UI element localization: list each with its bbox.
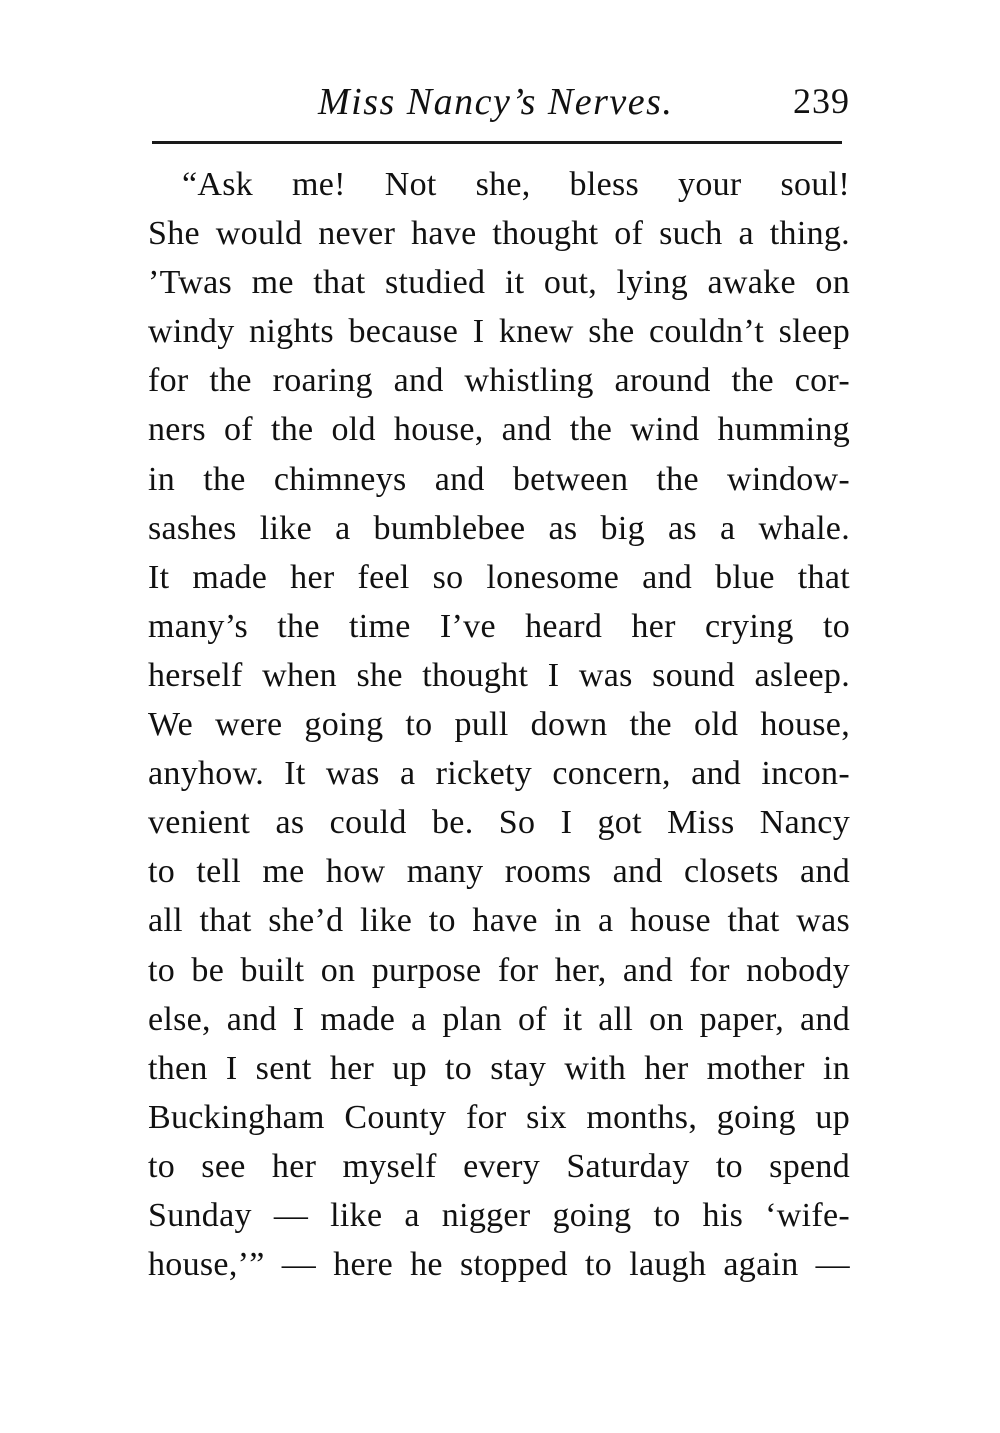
text-line: sashes like a bumblebee as big as a whale.: [148, 509, 850, 547]
text-line: all that she’d like to have in a house that was: [148, 902, 850, 940]
text-line: house,’” — here he stopped to laugh again —: [148, 1246, 850, 1284]
body-text: [148, 160, 850, 1289]
page-number: 239: [793, 81, 850, 121]
text-line: in the chimneys and between the window-: [148, 460, 850, 498]
text-line: “Ask me! Not she, bless your soul!: [182, 166, 850, 203]
text-line: It made her feel so lonesome and blue that: [148, 558, 850, 596]
text-line: to tell me how many rooms and closets and: [148, 853, 850, 891]
text-line: Sunday — like a nigger going to his ‘wife-: [148, 1196, 850, 1234]
text-line: Buckingham County for six months, going up: [148, 1098, 850, 1136]
running-title: Miss Nancy’s Nerves.: [318, 81, 674, 123]
text-line: windy nights because I knew she couldn’t sleep: [148, 313, 850, 351]
text-line: many’s the time I’ve heard her crying to: [148, 607, 850, 645]
text-line: herself when she thought I was sound asleep.: [148, 656, 850, 694]
text-line: She would never have thought of such a thing.: [148, 215, 850, 253]
text-line: anyhow. It was a rickety concern, and incon-: [148, 755, 850, 793]
text-line: ’Twas me that studied it out, lying awake on: [148, 264, 850, 302]
text-line: venient as could be. So I got Miss Nancy: [148, 804, 850, 842]
text-line: for the roaring and whistling around the cor-: [148, 362, 850, 400]
text-line: then I sent her up to stay with her mother in: [148, 1049, 850, 1087]
text-line: ners of the old house, and the wind humming: [148, 411, 850, 449]
text-line: We were going to pull down the old house,: [148, 706, 850, 744]
header-rule: [152, 141, 842, 144]
text-line: else, and I made a plan of it all on paper, and: [148, 1000, 850, 1038]
text-line: to be built on purpose for her, and for nobody: [148, 951, 850, 989]
text-line: to see her myself every Saturday to spend: [148, 1147, 850, 1185]
page-header: [148, 80, 850, 140]
